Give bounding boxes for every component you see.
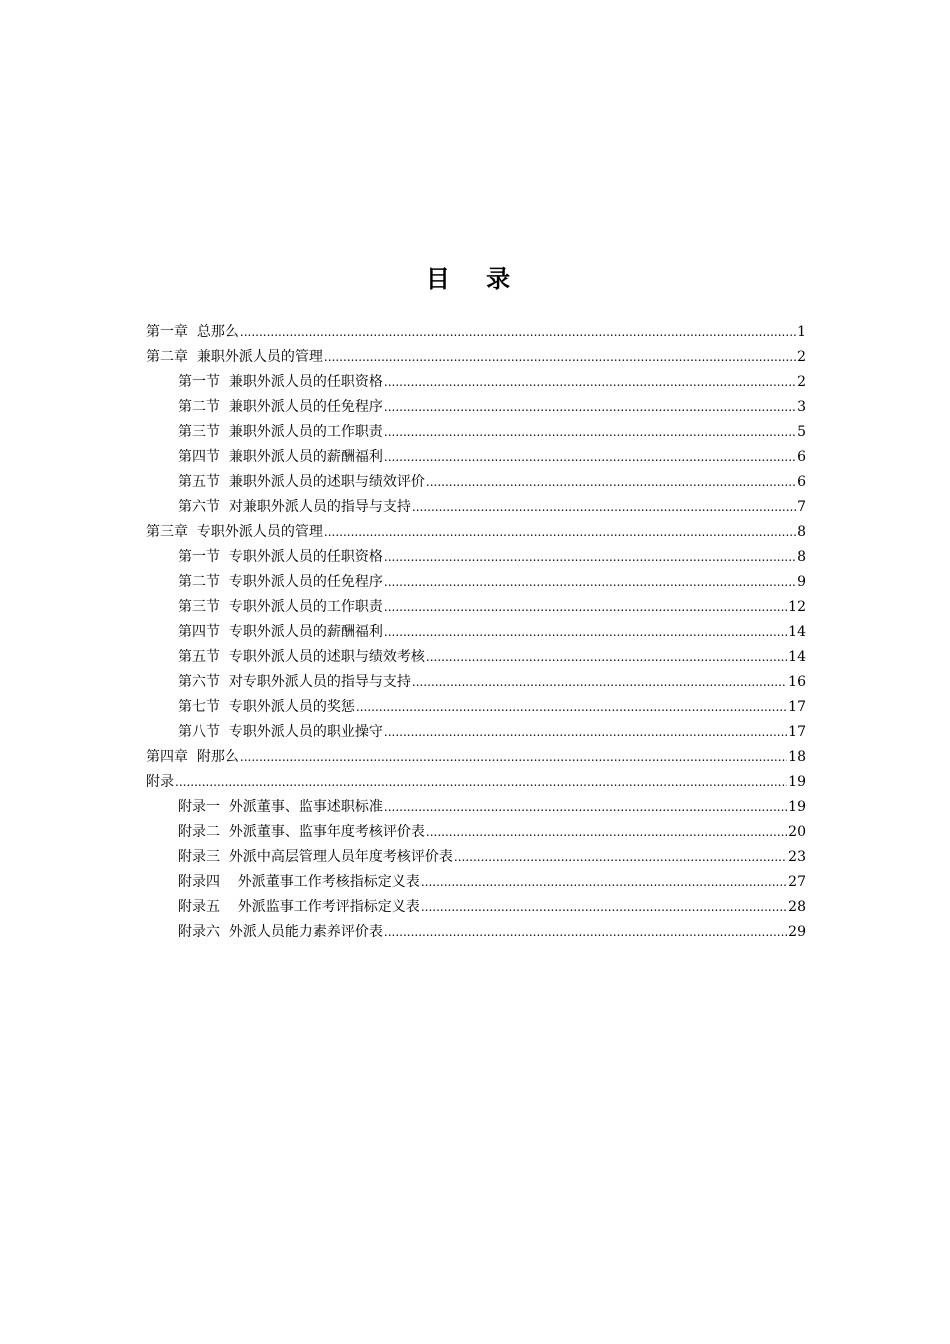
toc-entry[interactable] bbox=[146, 370, 806, 395]
toc-dot-leader bbox=[426, 820, 787, 845]
toc-dot-leader bbox=[384, 445, 796, 470]
toc-dot-leader bbox=[454, 845, 787, 870]
toc-entry-page-number: 29 bbox=[788, 924, 806, 940]
toc-entry-label: 第一节 专职外派人员的任职资格 bbox=[178, 549, 383, 565]
toc-entry[interactable] bbox=[146, 445, 806, 470]
toc-entry-label: 附录二 外派董事、监事年度考核评价表 bbox=[178, 824, 425, 840]
toc-entry-label: 附录四 外派董事工作考核指标定义表 bbox=[178, 874, 420, 890]
toc-entry-label: 第三章 专职外派人员的管理 bbox=[146, 524, 323, 540]
toc-entry-label: 附录五 外派监事工作考评指标定义表 bbox=[178, 899, 420, 915]
toc-dot-leader bbox=[384, 920, 787, 945]
toc-entry-page-number: 16 bbox=[788, 674, 806, 690]
toc-dot-leader bbox=[426, 645, 787, 670]
toc-dot-leader bbox=[384, 595, 787, 620]
toc-entry-page-number: 12 bbox=[788, 599, 806, 615]
toc-dot-leader bbox=[384, 570, 796, 595]
toc-entry-page-number: 19 bbox=[788, 774, 806, 790]
toc-entry[interactable] bbox=[146, 820, 806, 845]
toc-entry-page-number: 17 bbox=[788, 724, 806, 740]
toc-dot-leader bbox=[426, 470, 796, 495]
toc-dot-leader bbox=[175, 770, 787, 795]
toc-entry-label: 第三节 专职外派人员的工作职责 bbox=[178, 599, 383, 615]
toc-entry[interactable] bbox=[146, 520, 806, 545]
toc-entry[interactable] bbox=[146, 795, 806, 820]
toc-dot-leader bbox=[384, 395, 796, 420]
toc-entry-page-number: 27 bbox=[788, 874, 806, 890]
toc-dot-leader bbox=[324, 520, 796, 545]
toc-entry-label: 附录 bbox=[146, 774, 174, 790]
toc-entry-label: 第四章 附那么 bbox=[146, 749, 239, 765]
toc-entry[interactable] bbox=[146, 720, 806, 745]
toc-entry-page-number: 8 bbox=[797, 549, 806, 565]
toc-entry-label: 第七节 专职外派人员的奖惩 bbox=[178, 699, 355, 715]
toc-title: 目 录 bbox=[425, 264, 525, 293]
toc-dot-leader bbox=[384, 420, 796, 445]
toc-entry-label: 第六节 对兼职外派人员的指导与支持 bbox=[178, 499, 411, 515]
toc-entry[interactable] bbox=[146, 620, 806, 645]
toc-entry-label: 附录一 外派董事、监事述职标准 bbox=[178, 799, 383, 815]
toc-dot-leader bbox=[412, 495, 796, 520]
toc-entry[interactable] bbox=[146, 495, 806, 520]
toc-entry-label: 第四节 专职外派人员的薪酬福利 bbox=[178, 624, 383, 640]
toc-entry[interactable] bbox=[146, 320, 806, 345]
toc-entry-label: 第八节 专职外派人员的职业操守 bbox=[178, 724, 383, 740]
toc-entry[interactable] bbox=[146, 545, 806, 570]
toc-entry[interactable] bbox=[146, 745, 806, 770]
toc-entry-label: 第三节 兼职外派人员的工作职责 bbox=[178, 424, 383, 440]
toc-dot-leader bbox=[421, 895, 787, 920]
toc-entry-label: 附录六 外派人员能力素养评价表 bbox=[178, 924, 383, 940]
toc-entry-label: 第一章 总那么 bbox=[146, 324, 239, 340]
table-of-contents bbox=[146, 320, 806, 945]
toc-entry-page-number: 20 bbox=[788, 824, 806, 840]
toc-dot-leader bbox=[240, 745, 787, 770]
toc-entry-label: 第二章 兼职外派人员的管理 bbox=[146, 349, 323, 365]
toc-entry-label: 第五节 兼职外派人员的述职与绩效评价 bbox=[178, 474, 425, 490]
toc-entry-page-number: 5 bbox=[797, 424, 806, 440]
toc-dot-leader bbox=[384, 795, 787, 820]
toc-entry[interactable] bbox=[146, 470, 806, 495]
toc-dot-leader bbox=[384, 370, 796, 395]
toc-entry-page-number: 8 bbox=[797, 524, 806, 540]
toc-entry-page-number: 3 bbox=[797, 399, 806, 415]
toc-entry[interactable] bbox=[146, 420, 806, 445]
toc-entry-page-number: 14 bbox=[788, 624, 806, 640]
toc-entry[interactable] bbox=[146, 570, 806, 595]
toc-entry-page-number: 2 bbox=[797, 349, 806, 365]
toc-entry[interactable] bbox=[146, 845, 806, 870]
toc-entry-page-number: 18 bbox=[788, 749, 806, 765]
toc-entry-page-number: 23 bbox=[788, 849, 806, 865]
toc-entry-page-number: 28 bbox=[788, 899, 806, 915]
toc-entry-label: 附录三 外派中高层管理人员年度考核评价表 bbox=[178, 849, 453, 865]
toc-entry-label: 第一节 兼职外派人员的任职资格 bbox=[178, 374, 383, 390]
toc-entry-page-number: 6 bbox=[797, 474, 806, 490]
toc-dot-leader bbox=[384, 620, 787, 645]
toc-entry[interactable] bbox=[146, 920, 806, 945]
toc-entry-page-number: 19 bbox=[788, 799, 806, 815]
toc-entry-page-number: 17 bbox=[788, 699, 806, 715]
toc-entry-label: 第二节 专职外派人员的任免程序 bbox=[178, 574, 383, 590]
toc-entry-page-number: 9 bbox=[797, 574, 806, 590]
toc-entry-page-number: 1 bbox=[797, 324, 806, 340]
toc-entry-label: 第二节 兼职外派人员的任免程序 bbox=[178, 399, 383, 415]
toc-entry[interactable] bbox=[146, 770, 806, 795]
toc-entry-label: 第六节 对专职外派人员的指导与支持 bbox=[178, 674, 411, 690]
toc-entry-page-number: 6 bbox=[797, 449, 806, 465]
toc-dot-leader bbox=[240, 320, 796, 345]
toc-dot-leader bbox=[356, 695, 787, 720]
toc-dot-leader bbox=[384, 545, 796, 570]
toc-dot-leader bbox=[412, 670, 787, 695]
toc-entry[interactable] bbox=[146, 645, 806, 670]
toc-dot-leader bbox=[384, 720, 787, 745]
toc-dot-leader bbox=[421, 870, 787, 895]
toc-entry[interactable] bbox=[146, 595, 806, 620]
toc-entry[interactable] bbox=[146, 395, 806, 420]
toc-entry-label: 第四节 兼职外派人员的薪酬福利 bbox=[178, 449, 383, 465]
toc-dot-leader bbox=[324, 345, 796, 370]
toc-entry-label: 第五节 专职外派人员的述职与绩效考核 bbox=[178, 649, 425, 665]
toc-entry-page-number: 14 bbox=[788, 649, 806, 665]
toc-entry-page-number: 2 bbox=[797, 374, 806, 390]
toc-entry[interactable] bbox=[146, 345, 806, 370]
toc-entry[interactable] bbox=[146, 895, 806, 920]
toc-entry[interactable] bbox=[146, 670, 806, 695]
toc-entry-page-number: 7 bbox=[797, 499, 806, 515]
toc-entry[interactable] bbox=[146, 870, 806, 895]
toc-entry[interactable] bbox=[146, 695, 806, 720]
